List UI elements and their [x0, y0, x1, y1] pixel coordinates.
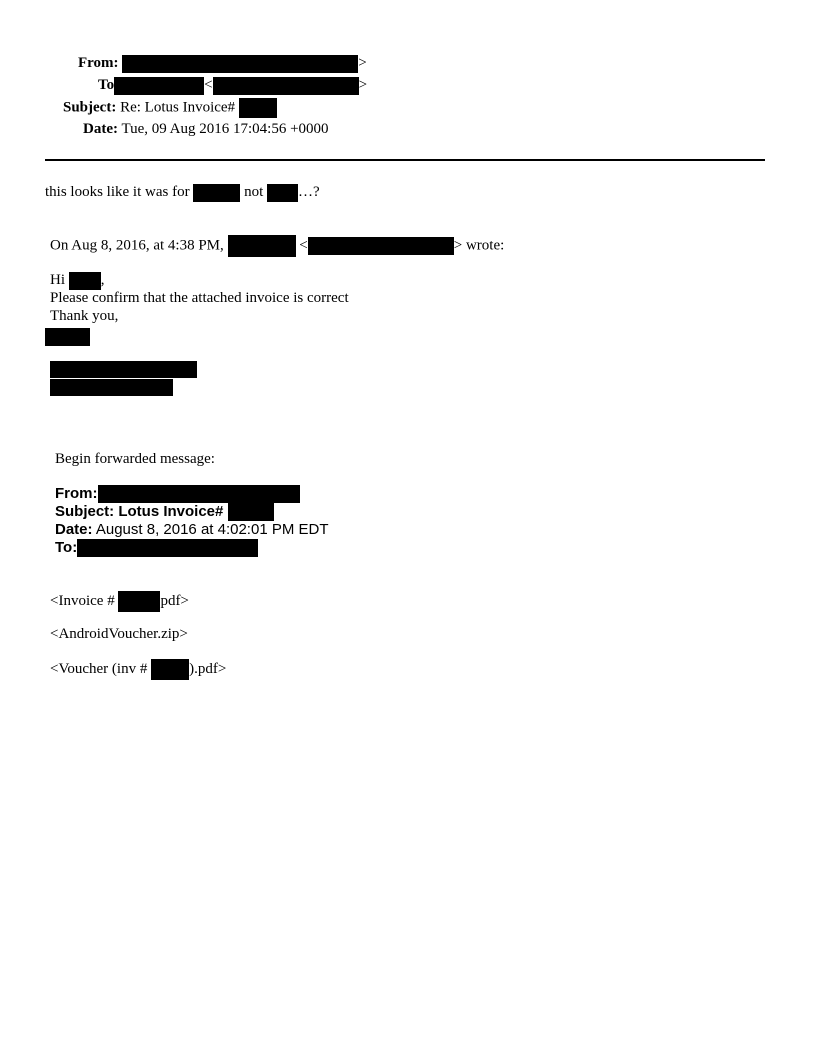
forwarded-subject-label: Subject: Lotus Invoice# [55, 503, 224, 520]
reply-text-mid: not [244, 184, 264, 200]
header-from-suffix: > [358, 55, 367, 71]
quote-attribution-after: > wrote: [453, 237, 505, 254]
redaction-reply-name-1 [193, 184, 240, 202]
reply-text-after: …? [298, 184, 320, 200]
redaction-to-address [213, 77, 359, 95]
redaction-from-address [122, 55, 358, 73]
attachment-voucher-pdf[interactable] [50, 659, 226, 680]
quote-attribution-mid: < [299, 237, 308, 254]
redaction-signature-name [45, 328, 90, 346]
attachment-invoice-before: <Invoice # [50, 592, 115, 609]
header-date-row [83, 120, 329, 138]
header-date-value: Tue, 09 Aug 2016 17:04:56 +0000 [121, 121, 329, 137]
forwarded-from-label: From: [55, 485, 98, 502]
forwarded-subject-row [55, 503, 274, 521]
quote-greeting-comma: , [100, 272, 105, 288]
redaction-forwarded-to [77, 539, 258, 557]
header-to-label: To [98, 77, 115, 93]
header-subject-row [63, 98, 277, 118]
quote-attribution [50, 235, 504, 257]
attachment-invoice-pdf[interactable] [50, 591, 189, 612]
quote-line-1: Please confirm that the attached invoice is correct [50, 290, 349, 306]
header-date-label: Date: [83, 121, 118, 137]
forwarded-intro: Begin forwarded message: [55, 451, 215, 467]
forwarded-date-value: August 8, 2016 at 4:02:01 PM EDT [95, 521, 329, 538]
redaction-forwarded-from [98, 485, 300, 503]
quote-attribution-before: On Aug 8, 2016, at 4:38 PM, [50, 237, 224, 254]
attachment-android-voucher-zip[interactable]: <AndroidVoucher.zip> [50, 626, 188, 642]
forwarded-to-label: To: [55, 539, 78, 556]
redaction-quote-sender-address [308, 237, 454, 255]
redaction-attachment-voucher [151, 659, 189, 680]
quote-line-2: Thank you, [50, 308, 119, 324]
redaction-quote-sender-name [228, 235, 296, 257]
forwarded-to-row [55, 539, 258, 557]
header-separator [45, 159, 765, 161]
header-to-mid: < [204, 77, 213, 93]
header-to-suffix: > [358, 77, 368, 93]
redaction-subject-invoice [239, 98, 277, 118]
redaction-attachment-invoice [118, 591, 160, 612]
attachment-voucher-after: ).pdf> [189, 660, 227, 677]
forwarded-date-row [55, 521, 329, 539]
redaction-forwarded-invoice [228, 503, 274, 521]
redaction-signature-line-2 [50, 379, 173, 396]
header-to-row [98, 76, 367, 95]
redaction-greeting-name [69, 272, 101, 290]
reply-text-before: this looks like it was for [45, 184, 190, 200]
redaction-to-name [114, 77, 204, 95]
attachment-invoice-after: pdf> [160, 592, 189, 609]
header-from-label: From: [78, 55, 119, 71]
header-from-row [78, 54, 367, 73]
redaction-signature-line-1 [50, 361, 197, 378]
forwarded-date-label: Date: [55, 521, 93, 538]
attachment-voucher-before: <Voucher (inv # [50, 660, 148, 677]
reply-line [45, 183, 320, 202]
quote-greeting-text: Hi [50, 272, 65, 288]
header-subject-label: Subject: [63, 99, 117, 116]
forwarded-from-row [55, 485, 300, 503]
header-subject-value: Re: Lotus Invoice# [120, 99, 236, 116]
redaction-reply-name-2 [267, 184, 298, 202]
quote-greeting [50, 271, 105, 290]
